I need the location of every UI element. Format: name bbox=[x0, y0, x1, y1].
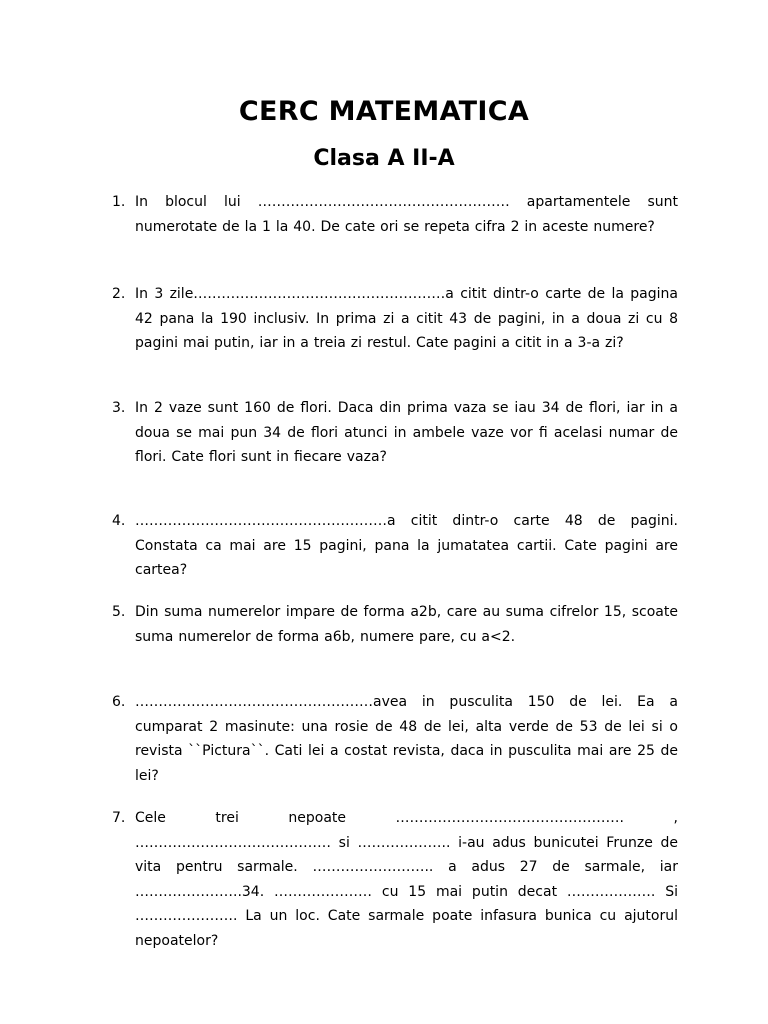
problem-number: 2. bbox=[112, 286, 126, 302]
problem-item-1 bbox=[112, 190, 678, 239]
problem-number: 6. bbox=[112, 694, 126, 710]
problem-text: In 3 zile………………………………………………a citit dintr-o carte de la pagina 42 pana la 190 inclusiv. In prima zi a citit 43 de pagini, in a doua zi cu 8 pagini mai putin, iar in a treia zi restul. Cate pagini a citit in a 3-a zi? bbox=[135, 286, 678, 351]
problem-item-4 bbox=[112, 509, 678, 583]
problem-text: ……………………………………………avea in pusculita 150 de lei. Ea a cumparat 2 masinute: una rosie de 48 de lei, alta verde de 53 de lei si o revista ``Pictura``. Cati lei a costat revista, daca in pusculita mai are 25 de lei? bbox=[135, 694, 678, 784]
problem-item-3 bbox=[112, 396, 678, 470]
problem-text: In blocul lui ……………………………………………… apartamentele sunt numerotate de la 1 la 40. De cate ori se repeta cifra 2 in aceste numere? bbox=[135, 194, 678, 235]
problem-number: 1. bbox=[112, 194, 126, 210]
problem-number: 3. bbox=[112, 400, 126, 416]
problem-item-5 bbox=[112, 600, 678, 649]
problem-text: Cele trei nepoate …………………………………………. , …………………………………… si ……………….. i-au adus bunicutei Frunze de vita pentru sarmale. …………………….. a adus 27 de sarmale, iar …………………..34. ………………… cu 15 mai putin decat ………………. Si …………………. La un loc. Cate sarmale poate infasura bunica cu ajutorul nepoatelor? bbox=[135, 810, 678, 949]
problem-text: In 2 vaze sunt 160 de flori. Daca din prima vaza se iau 34 de flori, iar in a doua se mai pun 34 de flori atunci in ambele vaze vor fi acelasi numar de flori. Cate flori sunt in fiecare vaza? bbox=[135, 400, 678, 465]
problem-text: Din suma numerelor impare de forma a2b, care au suma cifrelor 15, scoate suma numerelor de forma a6b, numere pare, cu a<2. bbox=[135, 604, 678, 645]
problem-number: 4. bbox=[112, 513, 126, 529]
problem-item-7 bbox=[112, 806, 678, 953]
document-title: CERC MATEMATICA bbox=[238, 96, 530, 127]
problem-number: 7. bbox=[112, 810, 126, 826]
problem-number: 5. bbox=[112, 604, 126, 620]
problem-item-2 bbox=[112, 282, 678, 356]
problem-item-6 bbox=[112, 690, 678, 788]
document-subtitle: Clasa A II-A bbox=[313, 146, 455, 171]
problem-text: ………………………………………………a citit dintr-o carte 48 de pagini. Constata ca mai are 15 pagini, pana la jumatatea cartii. Cate pagini are cartea? bbox=[135, 513, 678, 578]
